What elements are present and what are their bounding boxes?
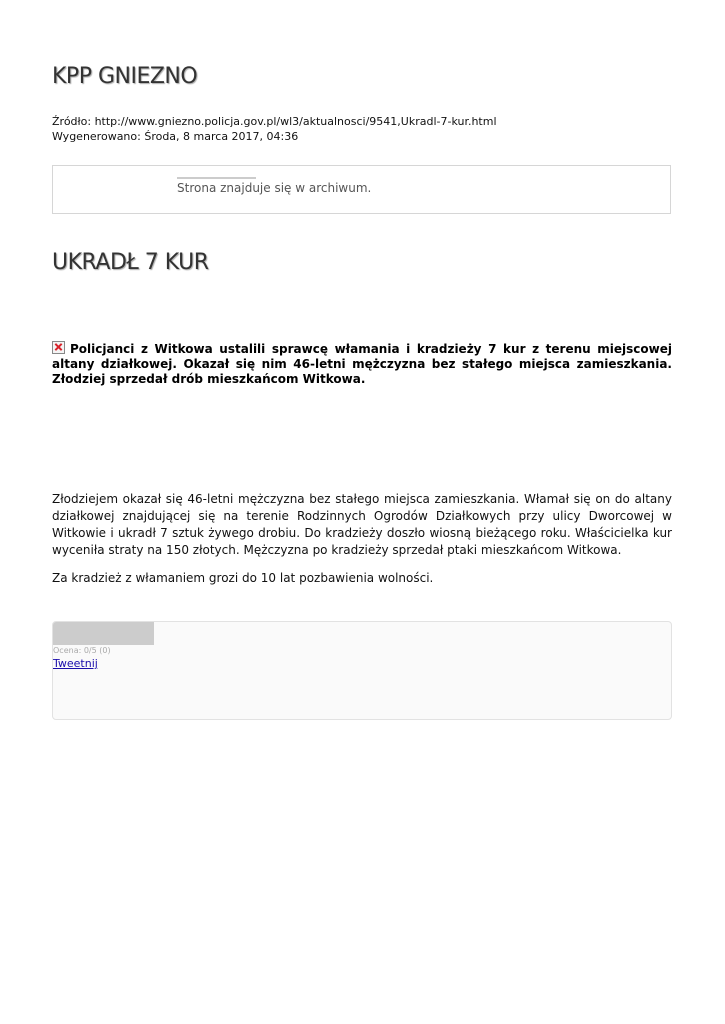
article-lead-text: Policjanci z Witkowa ustalili sprawcę włamania i kradzieży 7 kur z terenu miejscowej altany działkowej. Okazał się nim 46-letni mężczyzna bez stałego miejsca zamieszkania. Złodziej sprzedał drób mieszkańcom Witkowa. bbox=[52, 342, 672, 386]
rating-label: Ocena: 0/5 (0) bbox=[53, 646, 111, 655]
broken-image-icon bbox=[52, 341, 65, 354]
article-title: UKRADŁ 7 KUR bbox=[52, 250, 209, 275]
rating-share-box bbox=[52, 621, 672, 720]
generated-date-line: Wygenerowano: Środa, 8 marca 2017, 04:36 bbox=[52, 130, 299, 143]
article-paragraph: Złodziejem okazał się 46-letni mężczyzna bez stałego miejsca zamieszkania. Włamał się on do altany działkowej znajdującej się na terenie Rodzinnych Ogrodów Działkowych przy ulicy Dworcowej w Witkowie i ukradł 7 sztuk żywego drobiu. Do kradzieży doszło wiosną bieżącego roku. Właścicielka kur wyceniła straty na 150 złotych. Mężczyzna po kradzieży sprzedał ptaki mieszkańcom Witkowa. bbox=[52, 492, 672, 557]
article-lead bbox=[52, 341, 672, 387]
archive-notice-text: Strona znajduje się w archiwum. bbox=[177, 181, 372, 195]
article-body bbox=[52, 491, 672, 598]
document-meta bbox=[52, 114, 497, 144]
source-url-line: Źródło: http://www.gniezno.policja.gov.pl/wl3/aktualnosci/9541,Ukradl-7-kur.html bbox=[52, 115, 497, 128]
site-title: KPP GNIEZNO bbox=[52, 64, 198, 89]
rating-stars-widget[interactable] bbox=[53, 622, 154, 645]
tweet-link[interactable]: Tweetnij bbox=[53, 657, 98, 670]
archive-notice-box bbox=[52, 165, 671, 214]
article-paragraph: Za kradzież z włamaniem grozi do 10 lat pozbawienia wolności. bbox=[52, 571, 434, 585]
archive-notice-divider bbox=[177, 177, 256, 179]
